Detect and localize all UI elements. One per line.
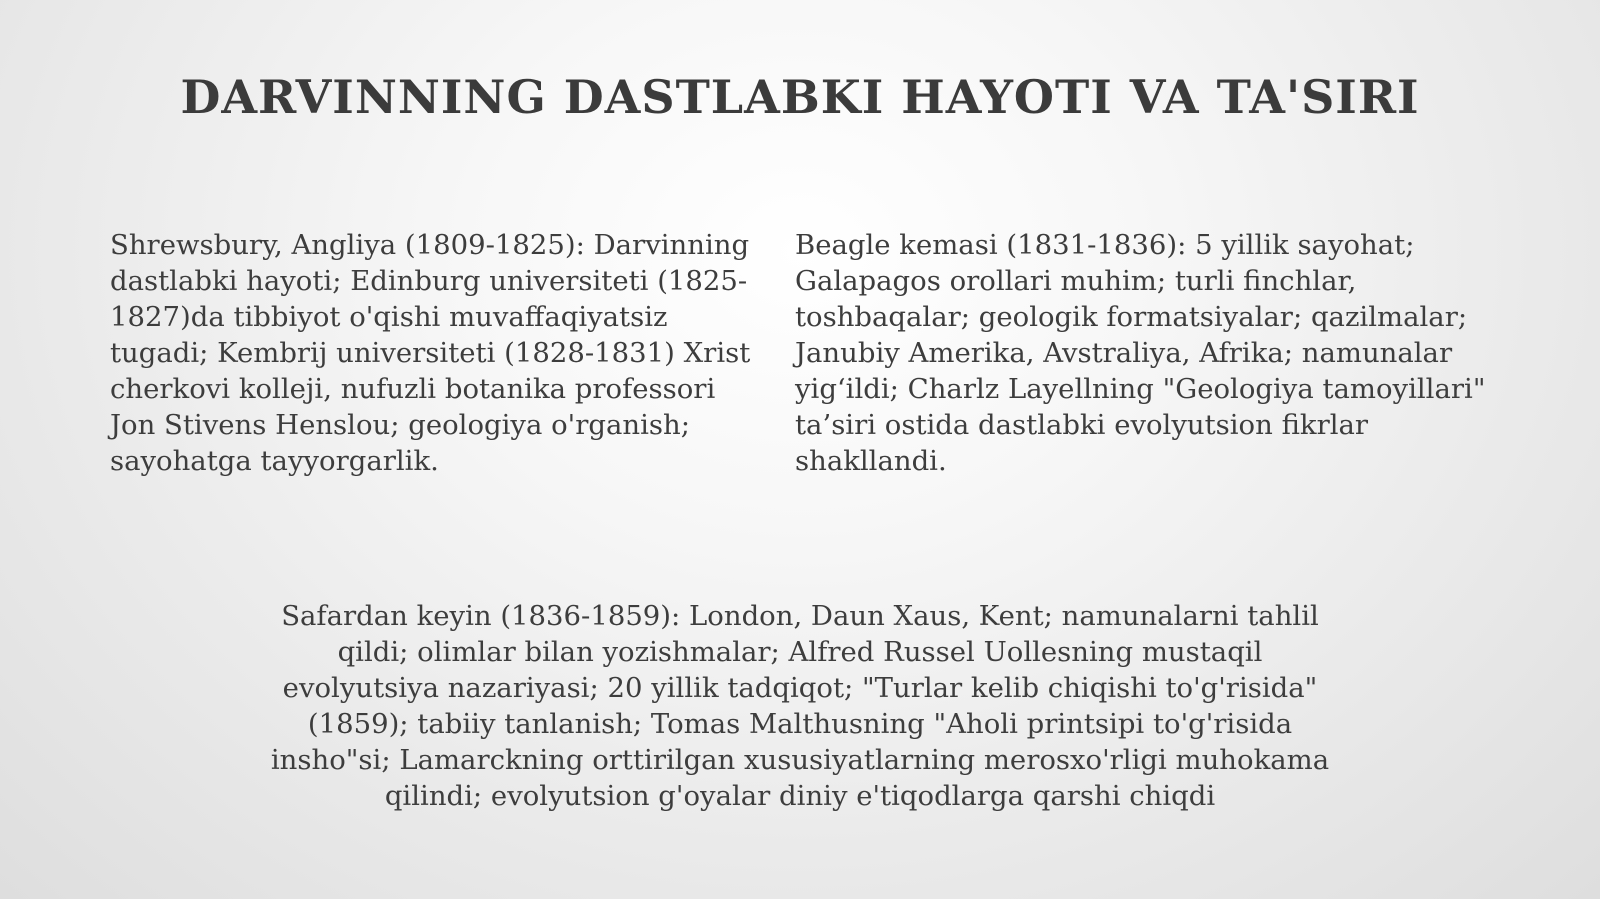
early-life-text: Shrewsbury, Angliya (1809-1825): Darvinning dastlabki hayoti; Edinburg universiteti (1825-1827)da tibbiyot o'qishi muvaffaqiyatsiz tugadi; Kembrij universiteti (1828-1831) Xrist cherkovi kolleji, nufuzli botanika professori Jon Stivens Henslou; geologiya o'rganish; sayohatga tayyorgarlik. [110,229,751,477]
slide-title: DARVINNING DASTLABKI HAYOTI VA TA'SIRI [180,70,1420,124]
post-voyage-text: Safardan keyin (1836-1859): London, Daun Xaus, Kent; namunalarni tahlil qildi; olimlar bilan yozishmalar; Alfred Russel Uollesning mustaqil evolyutsiya nazariyasi; 20 yillik tadqiqot; "Turlar kelib chiqishi to'g'risida" (1859); tabiiy tanlanish; Tomas Malthusning "Aholi printsipi to'g'risida insho"si; Lamarckning orttirilgan xususiyatlarning merosxo'rligi muhokama qilindi; evolyutsion g'oyalar diniy e'tiqodlarga qarshi chiqdi [270,600,1330,812]
beagle-voyage-text: Beagle kemasi (1831-1836): 5 yillik sayohat; Galapagos orollari muhim; turli finchlar, toshbaqalar; geologik formatsiyalar; qazilmalar; Janubiy Amerika, Avstraliya, Afrika; namunalar yig‘ildi; Charlz Layellning "Geologiya tamoyillari" ta’siri ostida dastlabki evolyutsion fikrlar shakllandi. [795,229,1486,477]
